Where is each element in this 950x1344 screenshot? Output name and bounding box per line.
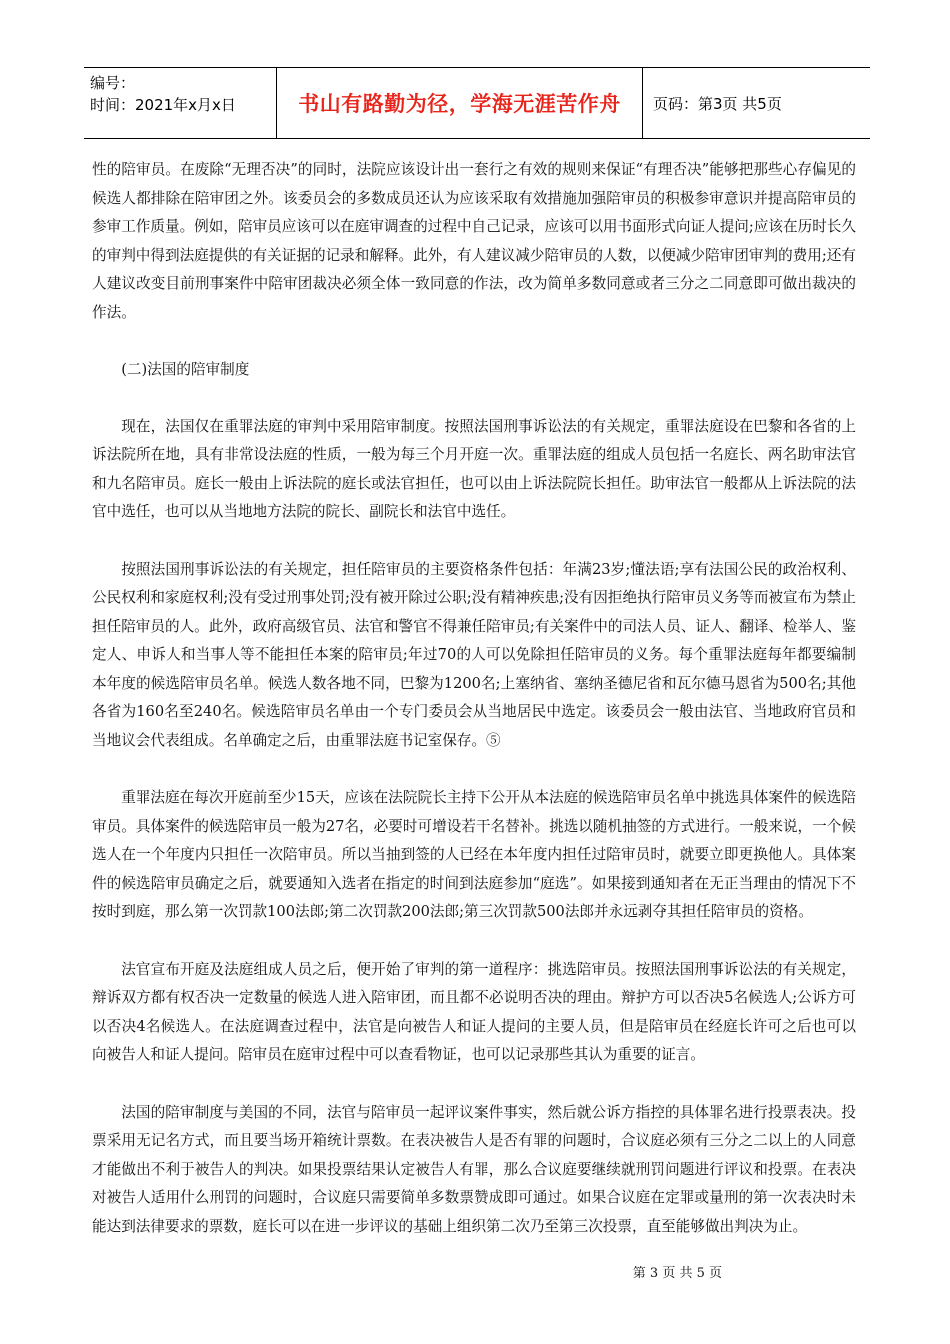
header-date: 时间：2021年x月x日 [90, 96, 236, 114]
header-meta [84, 68, 277, 138]
header-motto: 书山有路勤为径，学海无涯苦作舟 [277, 68, 643, 138]
page-header [84, 67, 870, 139]
document-body [92, 156, 856, 1270]
paragraph-3: 按照法国刑事诉讼法的有关规定，担任陪审员的主要资格条件包括：年满23岁;懂法语;享有法国公民的政治权利、公民权利和家庭权利;没有受过刑事处罚;没有被开除过公职;没有精神疾患;没有因拒绝执行陪审员义务等而被宣布为禁止担任陪审员的人。此外，政府高级官员、法官和警官不得兼任陪审员;有关案件中的司法人员、证人、翻译、检举人、鉴定人、申诉人和当事人等不能担任本案的陪审员;年过70的人可以免除担任陪审员的义务。每个重罪法庭每年都要编制本年度的候选陪审员名单。候选人数各地不同，巴黎为1200名;上塞纳省、塞纳圣德尼省和瓦尔德马恩省为500名;其他各省为160名至240名。候选陪审员名单由一个专门委员会从当地居民中选定。该委员会一般由法官、当地政府官员和当地议会代表组成。名单确定之后，由重罪法庭书记室保存。⑤ [92, 560, 856, 749]
header-page-number: 页码：第3页 共5页 [653, 94, 782, 113]
section-heading: (二)法国的陪审制度 [121, 361, 250, 378]
footer-page-number: 第 3 页 共 5 页 [632, 1266, 722, 1281]
paragraph-1: 性的陪审员。在废除“无理否决”的同时，法院应该设计出一套行之有效的规则来保证“有理否决”能够把那些心存偏见的候选人都排除在陪审团之外。该委员会的多数成员还认为应该采取有效措施加强陪审员的积极参审意识并提高陪审员的参审工作质量。例如，陪审员应该可以在庭审调查的过程中自己记录，应该可以用书面形式向证人提问;应该在历时长久的审判中得到法庭提供的有关证据的记录和解释。此外，有人建议减少陪审员的人数，以便减少陪审团审判的费用;还有人建议改变目前刑事案件中陪审团裁决必须全体一致同意的作法，改为简单多数同意或者三分之二同意即可做出裁决的作法。 [92, 161, 856, 321]
paragraph-5: 法官宣布开庭及法庭组成人员之后，便开始了审判的第一道程序：挑选陪审员。按照法国刑事诉讼法的有关规定，辩诉双方都有权否决一定数量的候选人进入陪审团，而且都不必说明否决的理由。辩护方可以否决5名候选人;公诉方可以否决4名候选人。在法庭调查过程中，法官是向被告人和证人提问的主要人员，但是陪审员在经庭长许可之后也可以向被告人和证人提问。陪审员在庭审过程中可以查看物证，也可以记录那些其认为重要的证言。 [92, 960, 856, 1063]
header-number: 编号： [90, 74, 136, 92]
paragraph-6: 法国的陪审制度与美国的不同，法官与陪审员一起评议案件事实，然后就公诉方指控的具体罪名进行投票表决。投票采用无记名方式，而且要当场开箱统计票数。在表决被告人是否有罪的问题时，合议庭必须有三分之二以上的人同意才能做出不利于被告人的判决。如果投票结果认定被告人有罪，那么合议庭要继续就刑罚问题进行评议和投票。在表决对被告人适用什么刑罚的问题时，合议庭只需要简单多数票赞成即可通过。如果合议庭在定罪或量刑的第一次表决时未能达到法律要求的票数，庭长可以在进一步评议的基础上组织第二次乃至第三次投票，直至能够做出判决为止。 [92, 1103, 856, 1235]
paragraph-2: 现在，法国仅在重罪法庭的审判中采用陪审制度。按照法国刑事诉讼法的有关规定，重罪法庭设在巴黎和各省的上诉法院所在地，具有非常设法庭的性质，一般为每三个月开庭一次。重罪法庭的组成人员包括一名庭长、两名助审法官和九名陪审员。庭长一般由上诉法院的庭长或法官担任，也可以由上诉法院院长担任。助审法官一般都从上诉法院的法官中选任，也可以从当地地方法院的院长、副院长和法官中选任。 [92, 417, 856, 520]
paragraph-4: 重罪法庭在每次开庭前至少15天，应该在法院院长主持下公开从本法庭的候选陪审员名单中挑选具体案件的候选陪审员。具体案件的候选陪审员一般为27名，必要时可增设若干名替补。挑选以随机抽签的方式进行。一般来说，一个候选人在一个年度内只担任一次陪审员。所以当抽到签的人已经在本年度内担任过陪审员时，就要立即更换他人。具体案件的候选陪审员确定之后，就要通知入选者在指定的时间到法庭参加“庭选”。如果接到通知者在无正当理由的情况下不按时到庭，那么第一次罚款100法郎;第二次罚款200法郎;第三次罚款500法郎并永远剥夺其担任陪审员的资格。 [92, 789, 856, 920]
page-footer [0, 1262, 950, 1281]
